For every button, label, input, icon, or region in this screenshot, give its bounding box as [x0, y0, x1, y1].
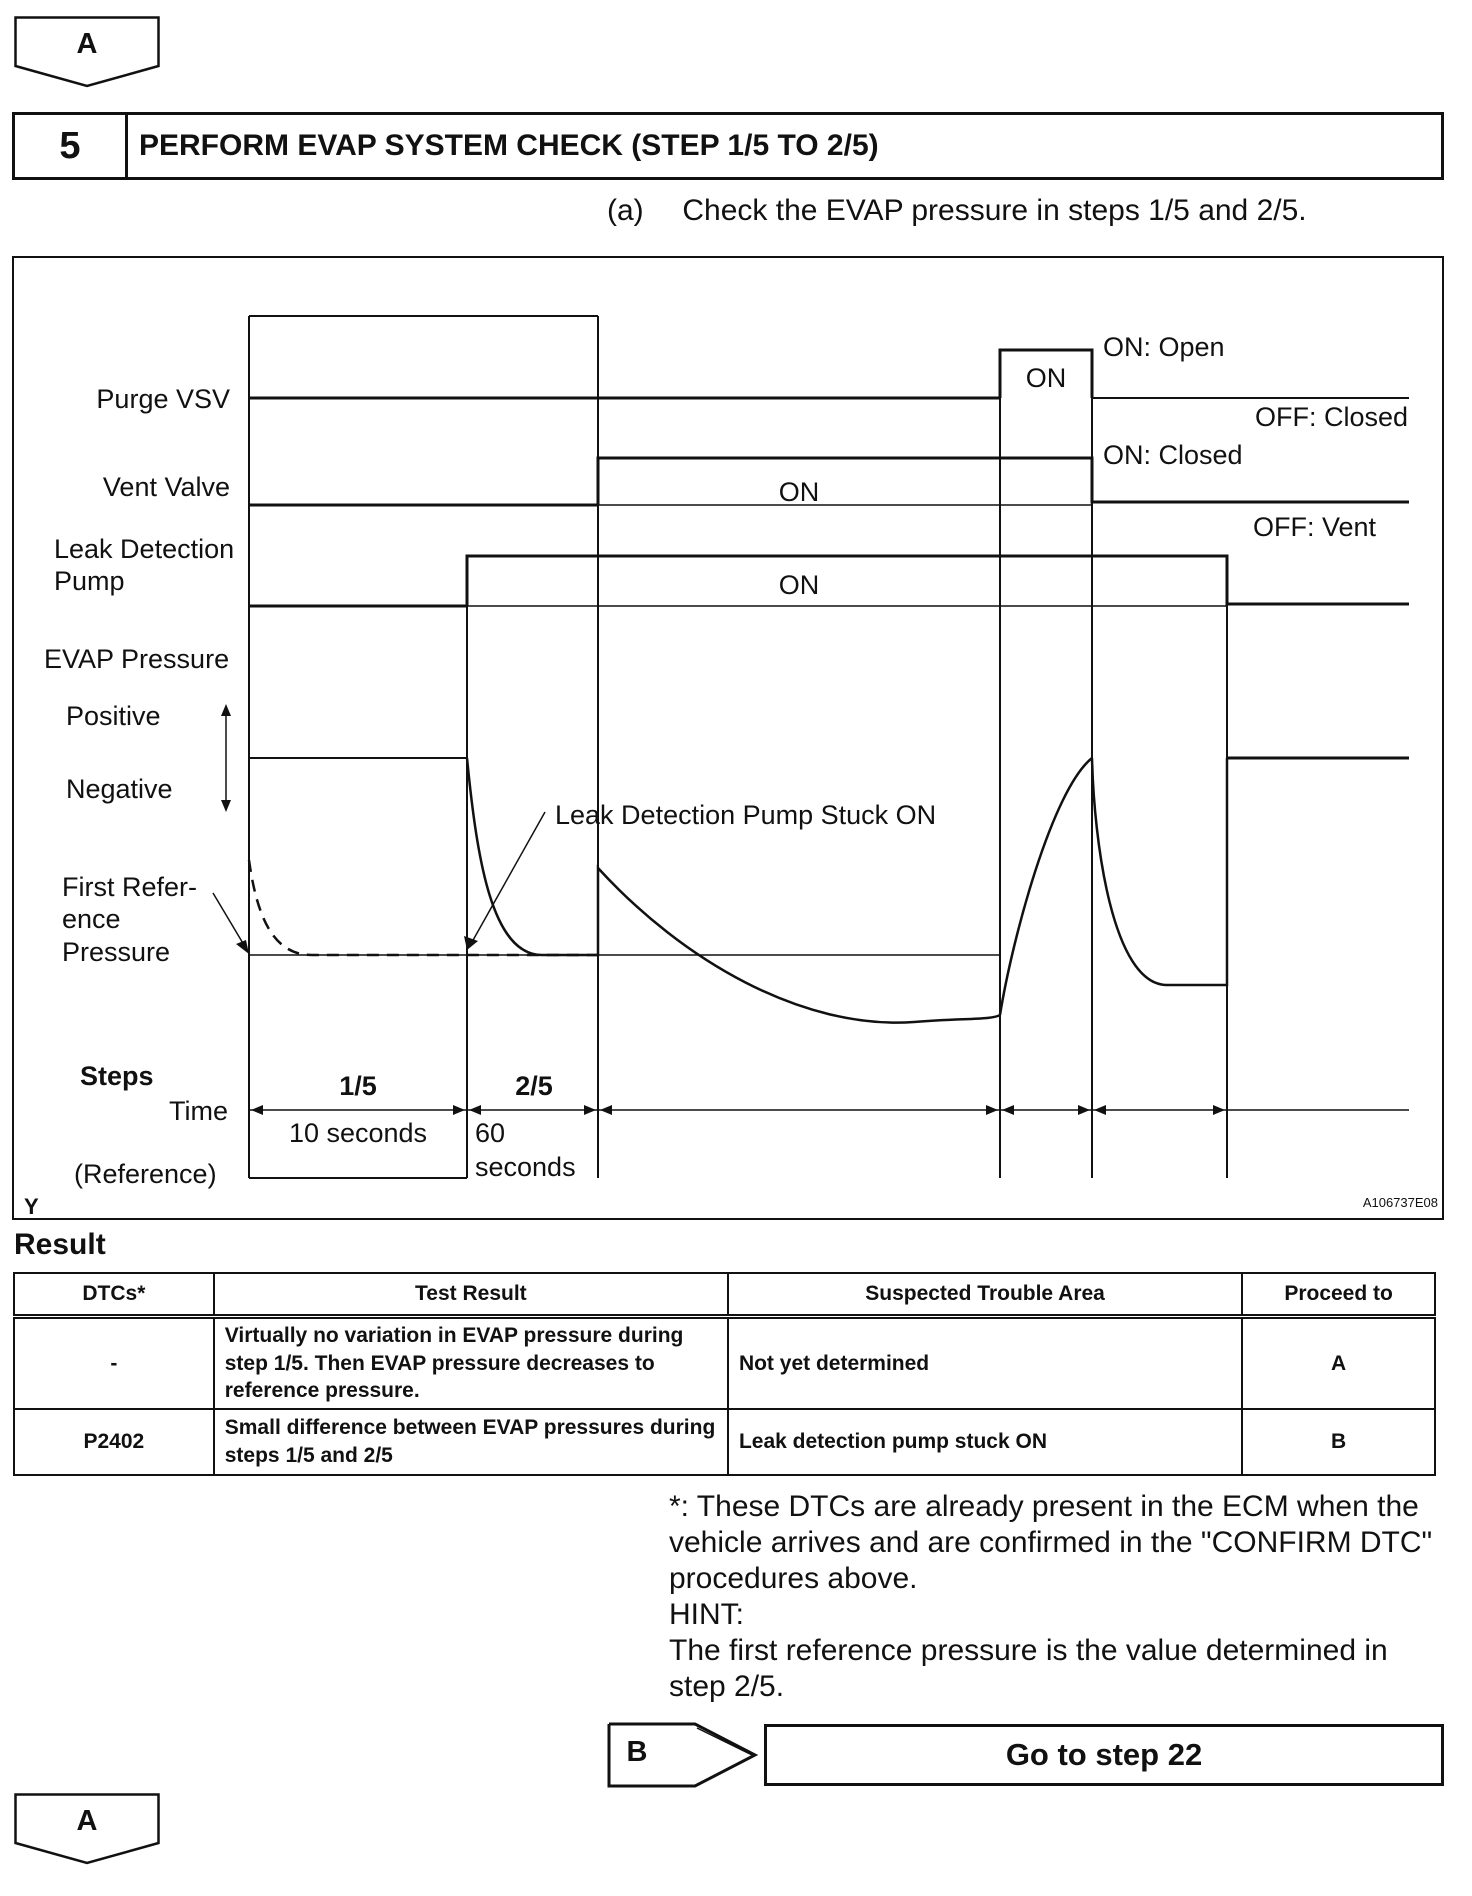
first-reference-arrow-icon [236, 940, 249, 954]
state-on-open: ON: Open [1103, 332, 1225, 362]
label-evap-pressure: EVAP Pressure [44, 644, 230, 674]
step-number: 5 [15, 115, 128, 177]
pump-on-pulse [467, 556, 1409, 606]
label-pump-line1: Leak Detection [54, 534, 235, 564]
col-dtcs: DTCs* [14, 1273, 214, 1317]
state-pump-on: ON [778, 570, 820, 600]
marker-b [607, 1722, 759, 1788]
corner-label-y: Y [24, 1194, 39, 1218]
pressure-trace-end [1092, 758, 1227, 985]
up-arrow-icon [221, 704, 231, 716]
duration-step-1: 10 seconds [288, 1118, 428, 1148]
marker-a-bottom-label: A [76, 1805, 98, 1837]
cell-proceed-to: B [1242, 1409, 1435, 1475]
hint-text: The first reference pressure is the value determined in step 2/5. [669, 1634, 1388, 1703]
marker-a-top [14, 16, 160, 88]
result-table [13, 1272, 1436, 1476]
label-first-ref-1: First Refer- [62, 872, 197, 902]
marker-a-top-label: A [76, 28, 98, 60]
cell-proceed-to: A [1242, 1317, 1435, 1409]
cell-test-result: Small difference between EVAP pressures during steps 1/5 and 2/5 [214, 1409, 728, 1475]
first-reference-leader [213, 893, 244, 945]
state-on-closed: ON: Closed [1103, 440, 1243, 470]
label-pump-line2: Pump [54, 566, 125, 596]
cell-dtc: P2402 [14, 1409, 214, 1475]
col-suspected-area: Suspected Trouble Area [728, 1273, 1242, 1317]
label-steps: Steps [80, 1061, 154, 1091]
step-header [12, 112, 1444, 180]
go-to-step-button[interactable]: Go to step 22 [764, 1724, 1444, 1786]
vent-valve-on-pulse [598, 458, 1409, 505]
annotation-stuck-on: Leak Detection Pump Stuck ON [555, 800, 937, 830]
result-heading: Result [14, 1228, 106, 1261]
label-vent-valve: Vent Valve [102, 472, 230, 502]
col-test-result: Test Result [214, 1273, 728, 1317]
pressure-trace-normal [467, 758, 1000, 1023]
cell-test-result: Virtually no variation in EVAP pressure during step 1/5. Then EVAP pressure decreases to reference pressure. [214, 1317, 728, 1409]
down-arrow-icon [221, 800, 231, 812]
col-proceed-to: Proceed to [1242, 1273, 1435, 1317]
step-label-1: 1/5 [339, 1071, 377, 1101]
table-row [14, 1409, 1435, 1475]
step-title: PERFORM EVAP SYSTEM CHECK (STEP 1/5 TO 2/5) [139, 129, 879, 162]
instruction [607, 194, 1307, 228]
state-off-closed: OFF: Closed [1254, 402, 1408, 432]
label-first-ref-2: ence [62, 904, 121, 934]
step-label-2: 2/5 [515, 1071, 553, 1101]
label-purge-vsv: Purge VSV [96, 384, 230, 414]
hint-label: HINT: [669, 1598, 744, 1631]
annotation-leader [472, 812, 545, 942]
label-positive: Positive [66, 701, 161, 731]
timing-diagram [12, 256, 1444, 1220]
cell-suspected-area: Not yet determined [728, 1317, 1242, 1409]
instruction-marker: (a) [607, 194, 644, 227]
duration-step-2-line1: 60 [475, 1118, 506, 1148]
table-row [14, 1317, 1435, 1409]
label-reference: (Reference) [74, 1159, 217, 1189]
pressure-rise-purge [1000, 758, 1092, 1015]
state-purge-on: ON [1025, 363, 1067, 393]
figure-id: A106737E08 [1362, 1195, 1438, 1210]
notes [669, 1489, 1449, 1705]
cell-dtc: - [14, 1317, 214, 1409]
table-header-row [14, 1273, 1435, 1317]
instruction-text: Check the EVAP pressure in steps 1/5 and 2/5. [682, 194, 1307, 227]
duration-step-2-line2: seconds [475, 1152, 576, 1182]
label-negative: Negative [66, 774, 173, 804]
pressure-trace-stuck-on [249, 860, 598, 955]
label-time: Time [169, 1096, 228, 1126]
cell-suspected-area: Leak detection pump stuck ON [728, 1409, 1242, 1475]
label-first-ref-3: Pressure [62, 937, 171, 967]
state-off-vent: OFF: Vent [1252, 512, 1376, 542]
marker-a-bottom [14, 1793, 160, 1865]
marker-b-label: B [626, 1736, 648, 1768]
state-vent-on: ON [778, 477, 820, 507]
footnote: *: These DTCs are already present in the ECM when the vehicle arrives and are confirmed in the "CONFIRM DTC" procedures above. [669, 1490, 1433, 1595]
timing-diagram-svg [14, 258, 1442, 1218]
